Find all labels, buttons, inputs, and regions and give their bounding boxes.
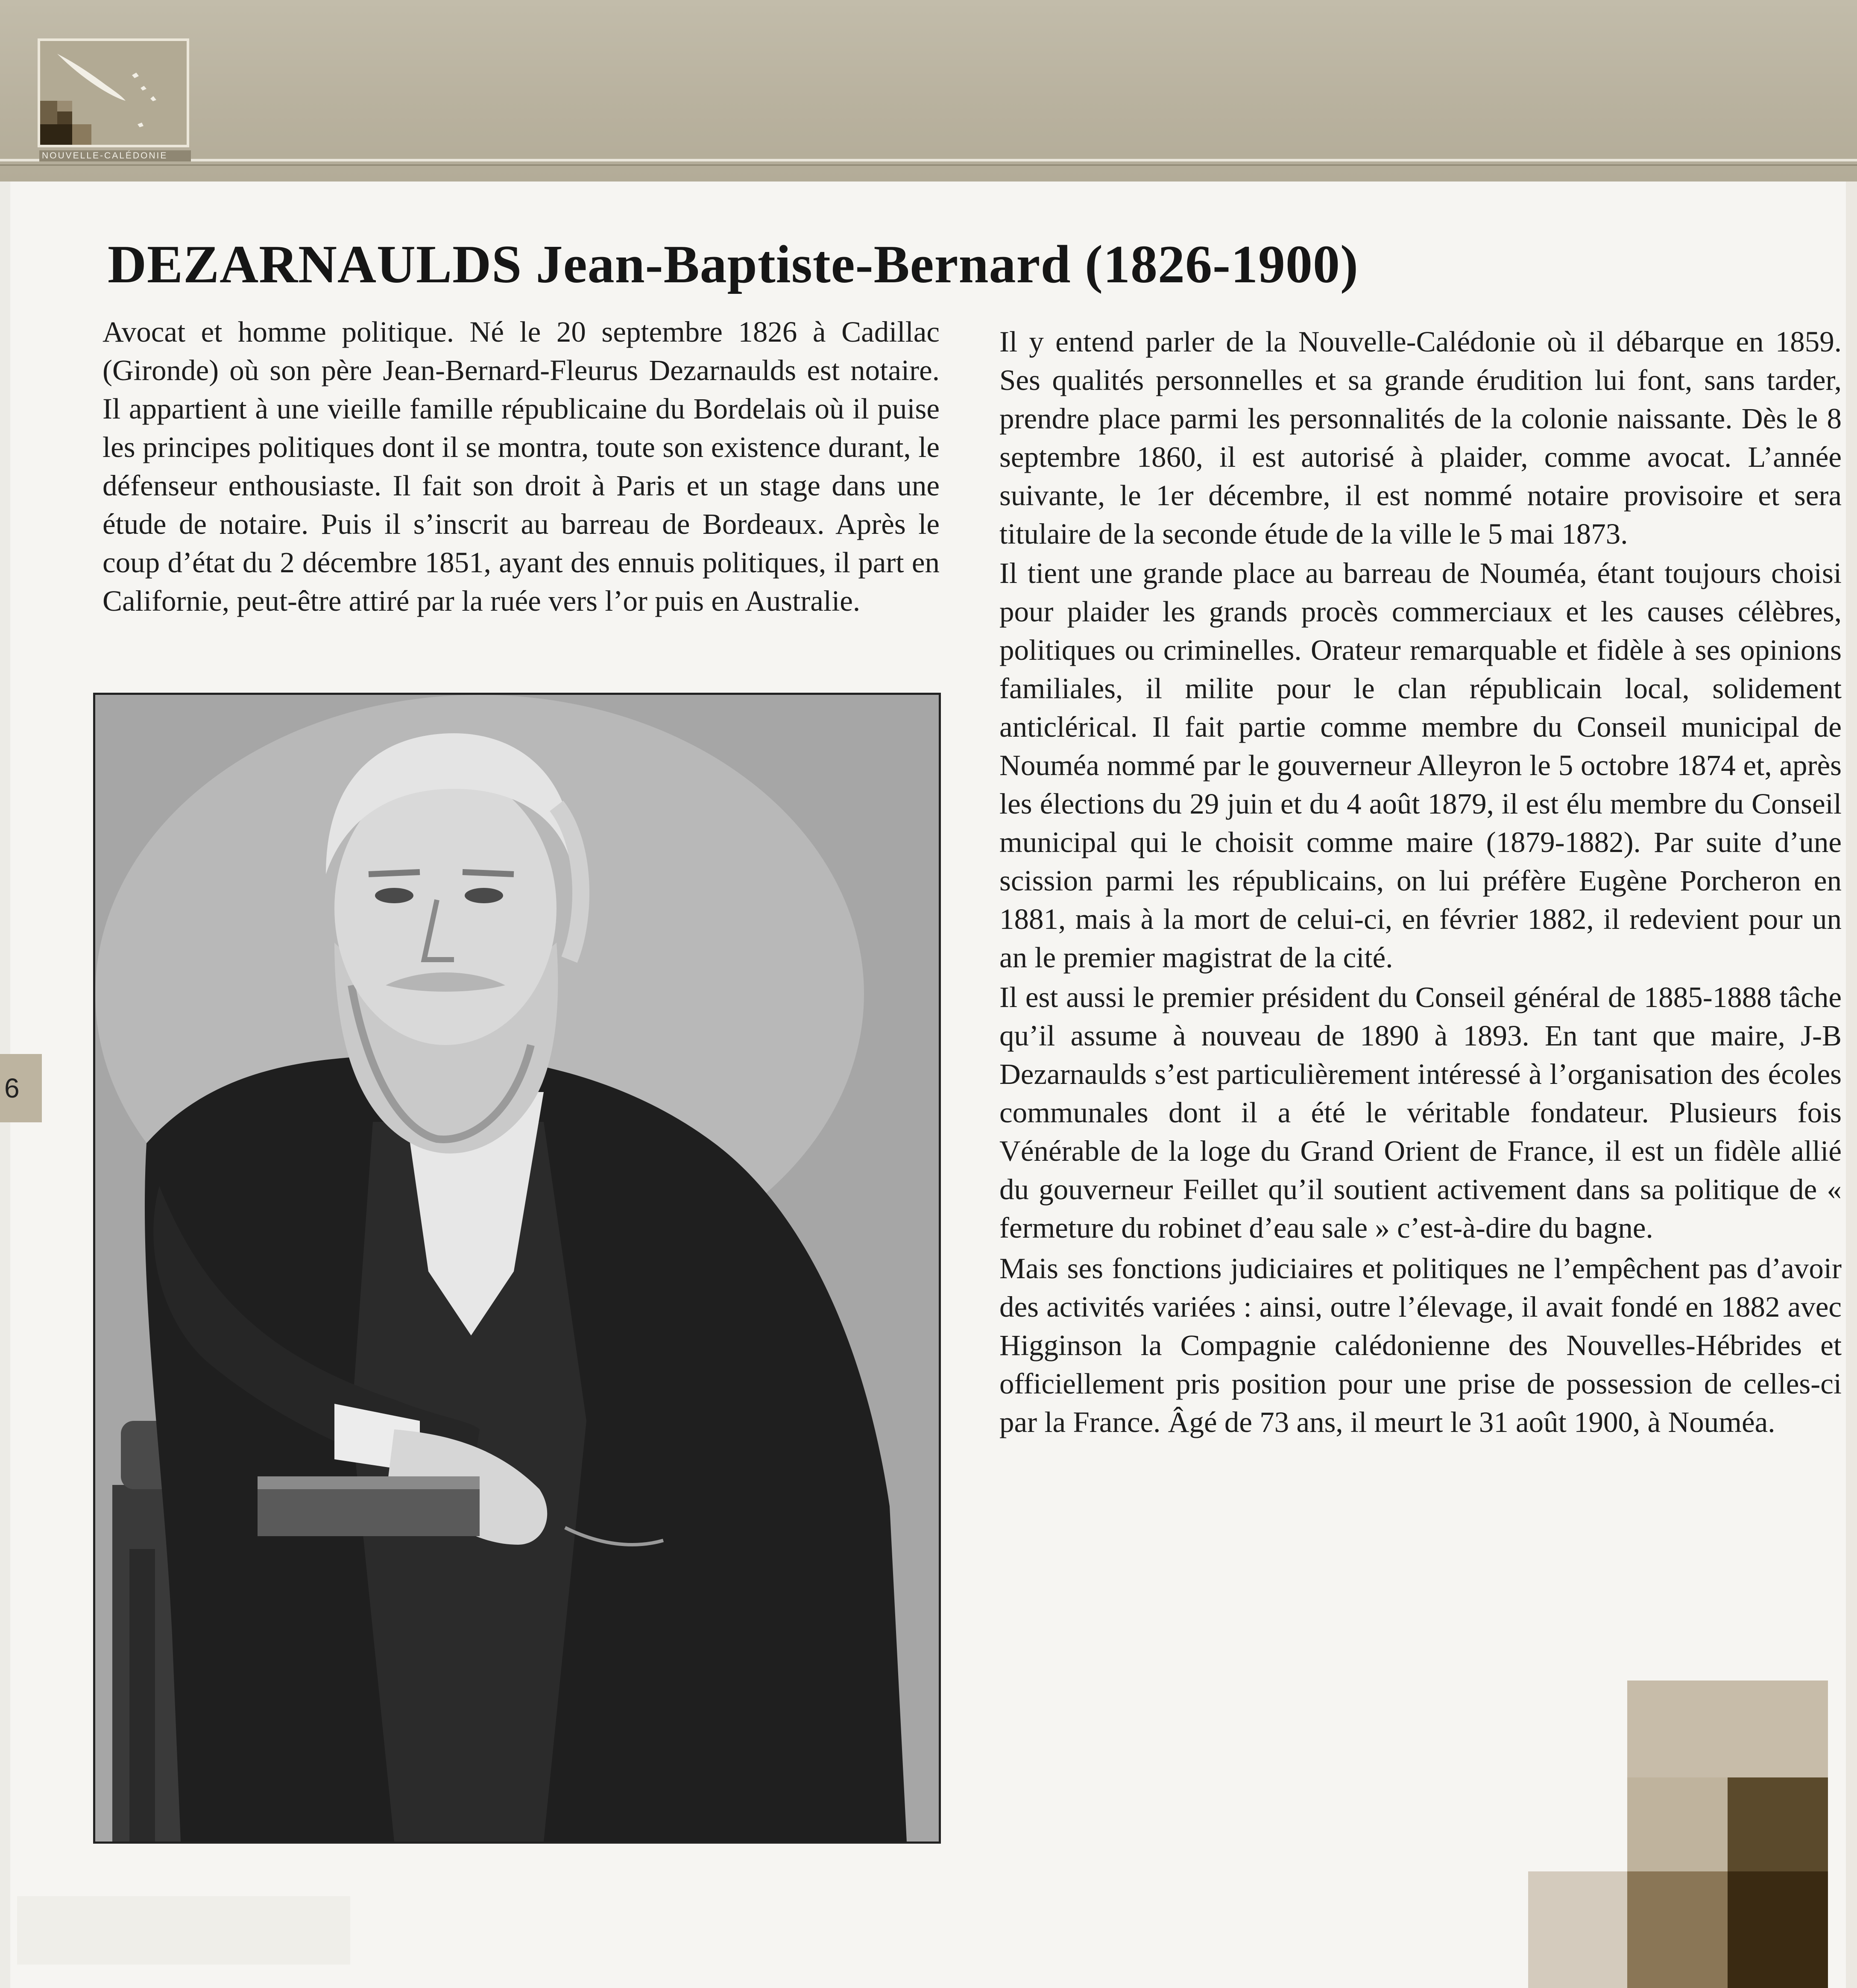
deco-square-lightest <box>1528 1871 1627 1988</box>
right-paragraph-4: Mais ses fonctions judiciaires et politiques ne l’empêchent pas d’avoir des activités variées : ainsi, outre l’élevage, il avait fondé en 1882 avec Higginson la Compagnie calédonienne des Nouvelles-Hébrides et officiellement pris position pour une prise de possession de celles-ci par la France. Âgé de 73 ans, il meurt le 31 août 1900, à Nouméa. <box>999 1252 1842 1438</box>
island-map-icon <box>40 41 187 145</box>
page-number: 6 <box>0 1054 42 1122</box>
page-edge-right <box>1846 182 1857 1988</box>
footer-smudge <box>17 1896 350 1965</box>
header-rule-dark <box>0 164 1857 166</box>
article-title: DEZARNAULDS Jean-Baptiste-Bernard (1826-1900) <box>108 235 1359 294</box>
deco-square-pale <box>1627 1777 1728 1871</box>
right-paragraph-3: Il est aussi le premier président du Conseil général de 1885-1888 tâche qu’il assume à nouveau de 1890 à 1893. En tant que maire, J-B Dezarnaulds s’est particulièrement intéressé à l’organisation des écoles communales dont il a été le véritable fondateur. Plusieurs fois Vénérable de la loge du Grand Orient de France, il est un fidèle allié du gouverneur Feillet qu’il soutient activement dans sa politique de « fermeture du robinet d’eau sale » c’est-à-dire du bagne. <box>999 981 1842 1244</box>
left-paragraph-1: Avocat et homme politique. Né le 20 septembre 1826 à Cadillac (Gironde) où son père Jean-Bernard-Fleurus Dezarnaulds est notaire. Il appartient à une vieille famille républicaine du Bordelais où il puise les principes politiques dont il se montra, toute son existence durant, le défenseur enthousiaste. Il fait son droit à Paris et un stage dans une étude de notaire. Puis il s’inscrit au barreau de Bordeaux. Après le coup d’état du 2 décembre 1851, ayant des ennuis politiques, il part en Californie, peut-être attiré par la ruée vers l’or puis en Australie. <box>103 316 940 617</box>
deco-square-darkest <box>1728 1871 1828 1988</box>
portrait-illustration <box>95 695 939 1842</box>
right-paragraph-2: Il tient une grande place au barreau de Nouméa, étant toujours choisi pour plaider les grands procès commerciaux et les causes célèbres, politiques ou criminelles. Orateur remarquable et fidèle à ses opinions familiales, il milite pour le clan républicain local, solidement anticlérical. Il fait partie comme membre du Conseil municipal de Nouméa nommé par le gouverneur Alleyron le 5 octobre 1874 et, après les élections du 29 juin et du 4 août 1879, il est élu membre du Conseil municipal qui le choisit comme maire (1879-1882). Par suite d’une scission parmi les républicains, on lui préfère Eugène Porcheron en 1881, mais à la mort de celui-ci, en février 1882, il redevient pour un an le premier magistrat de la cité. <box>999 557 1842 974</box>
deco-square-light <box>1627 1681 1828 1777</box>
header-rule <box>0 159 1857 161</box>
new-caledonia-logo <box>38 38 189 147</box>
logo-caption: NOUVELLE-CALÉDONIE <box>39 150 191 161</box>
header-band <box>0 0 1857 182</box>
deco-square-mid <box>1627 1871 1728 1988</box>
right-paragraph-1: Il y entend parler de la Nouvelle-Calédonie où il débarque en 1859. Ses qualités personnelles et sa grande érudition lui font, sans tarder, prendre place parmi les personnalités de la colonie naissante. Dès le 8 septembre 1860, il est autorisé à plaider, comme avocat. L’année suivante, le 1er décembre, il est nommé notaire provisoire et sera titulaire de la seconde étude de la ville le 5 mai 1873. <box>999 325 1842 550</box>
portrait-photo <box>93 693 941 1844</box>
deco-square-dark <box>1728 1777 1828 1871</box>
